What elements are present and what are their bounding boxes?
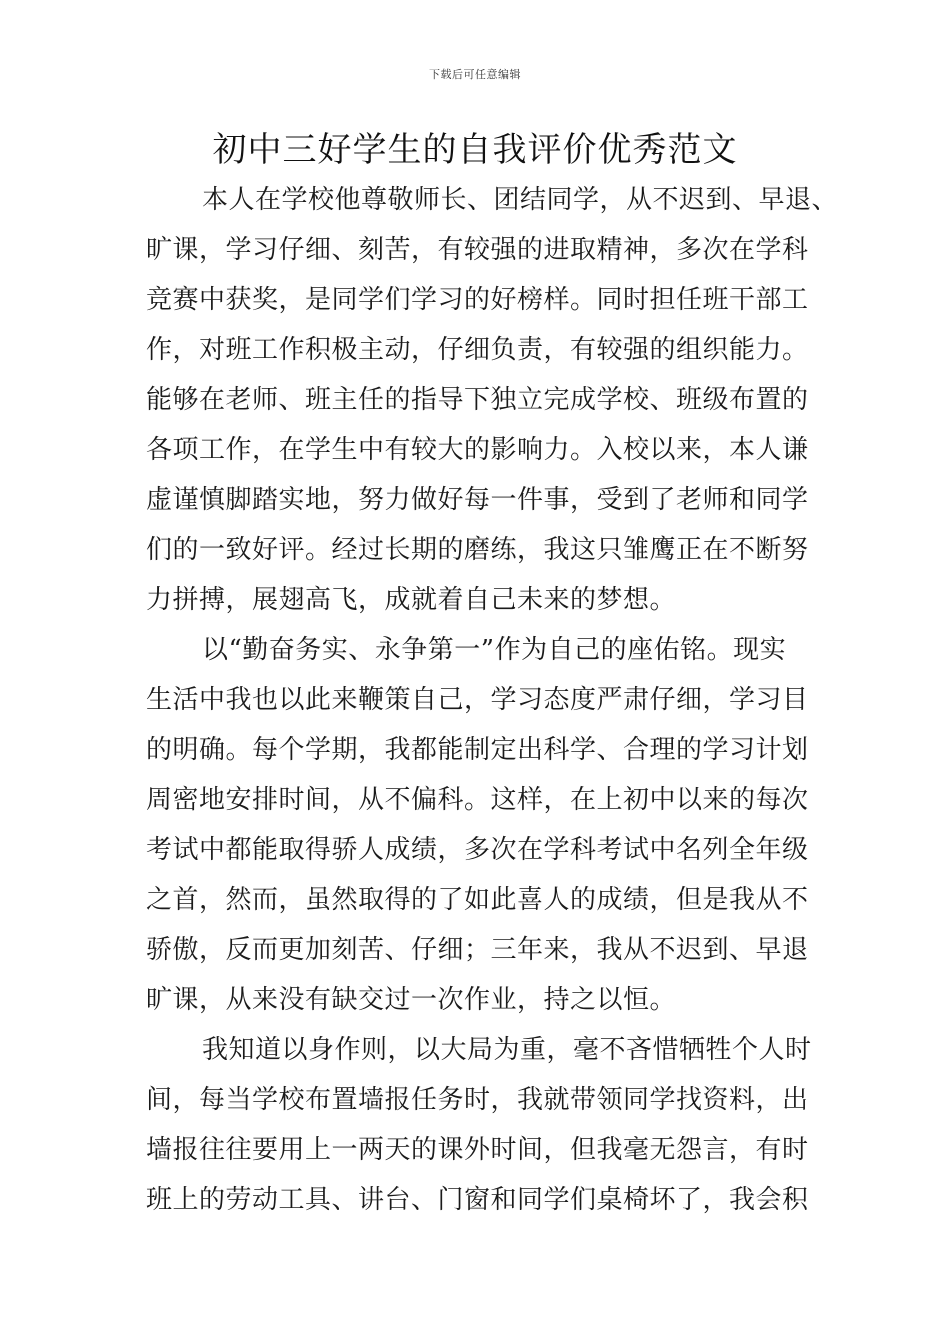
header-note: 下载后可任意编辑 <box>429 68 521 81</box>
text-line: 骄傲，反而更加刻苦、仔细；三年来，我从不迟到、早退 <box>146 935 809 965</box>
text-line: 本人在学校他尊敬师长、团结同学，从不迟到、早退、 <box>202 185 839 215</box>
text-line: 们的一致好评。经过长期的磨练，我这只雏鹰正在不断努 <box>146 535 809 565</box>
text-line: 旷课，学习仔细、刻苦，有较强的进取精神，多次在学科 <box>146 235 809 265</box>
document-body <box>146 175 839 1225</box>
text-line: 墙报往往要用上一两天的课外时间，但我毫无怨言，有时 <box>146 1135 809 1165</box>
text-line: 各项工作，在学生中有较大的影响力。入校以来，本人谦 <box>146 435 809 465</box>
text-line: 竞赛中获奖，是同学们学习的好榜样。同时担任班干部工 <box>146 285 809 315</box>
text-line: 力拼搏，展翅高飞，成就着自己未来的梦想。 <box>146 585 677 615</box>
page-title: 初中三好学生的自我评价优秀范文 <box>212 130 738 170</box>
text-line: 作，对班工作积极主动，仔细负责，有较强的组织能力。 <box>146 335 809 365</box>
text-line: 我知道以身作则，以大局为重，毫不吝惜牺牲个人时 <box>202 1035 812 1065</box>
text-line: 以“勤奋务实、永争第一”作为自己的座佑铭。现实 <box>202 635 787 665</box>
text-line: 虚谨慎脚踏实地，努力做好每一件事，受到了老师和同学 <box>146 485 809 515</box>
text-line: 之首，然而，虽然取得的了如此喜人的成绩，但是我从不 <box>146 885 809 915</box>
text-line: 间，每当学校布置墙报任务时，我就带领同学找资料，出 <box>146 1085 809 1115</box>
text-line: 考试中都能取得骄人成绩，多次在学科考试中名列全年级 <box>146 835 809 865</box>
text-line: 的明确。每个学期，我都能制定出科学、合理的学习计划 <box>146 735 809 765</box>
text-line: 旷课，从来没有缺交过一次作业，持之以恒。 <box>146 985 677 1015</box>
text-line: 能够在老师、班主任的指导下独立完成学校、班级布置的 <box>146 385 809 415</box>
text-line: 周密地安排时间，从不偏科。这样，在上初中以来的每次 <box>146 785 809 815</box>
text-line: 生活中我也以此来鞭策自己，学习态度严肃仔细，学习目 <box>146 685 809 715</box>
text-line: 班上的劳动工具、讲台、门窗和同学们桌椅坏了，我会积 <box>146 1185 809 1215</box>
